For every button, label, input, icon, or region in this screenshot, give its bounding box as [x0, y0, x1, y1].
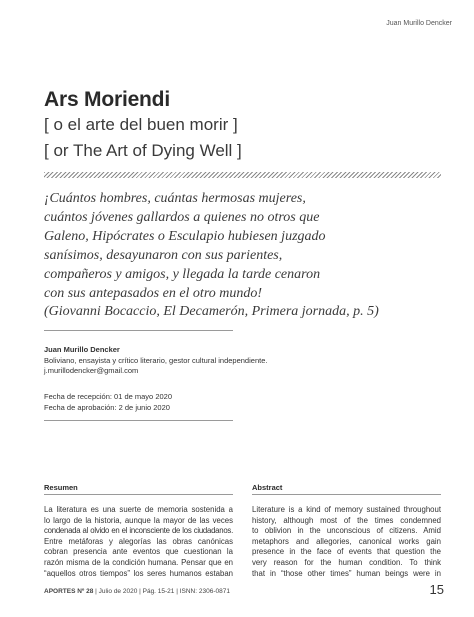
abstract-rule — [252, 494, 441, 495]
epigraph-line: cuántos jóvenes gallardos a quienes no otros que — [44, 209, 320, 225]
epigraph-line: con sus antepasados en el otro mundo! — [44, 285, 263, 301]
abstract-line: presence in the face of events that question the — [252, 547, 441, 557]
resumen-line: “aquellos otros tiempos” los seres humanos estaban — [44, 568, 233, 578]
abstract-text — [252, 505, 441, 579]
footer-details: | Julio de 2020 | Pág. 15-21 | ISNN: 2306-0871 — [93, 588, 230, 595]
epigraph-citation: (Giovanni Bocaccio, El Decamerón, Primera jornada, p. 5) — [44, 304, 379, 320]
divider-rule — [44, 330, 233, 331]
page-footer — [44, 588, 230, 595]
dates-block — [44, 392, 172, 413]
abstract-line: Literature is a kind of memory sustained throughout — [252, 505, 441, 514]
resumen-line: Entre metáforas y alegorías las obras canónicas — [44, 536, 233, 546]
resumen-line: La literatura es una suerte de memoria sostenida a — [44, 505, 233, 514]
divider-rule — [44, 420, 233, 421]
author-block — [44, 345, 267, 377]
abstract-heading: Abstract — [252, 483, 283, 492]
approved-date: Fecha de aprobación: 2 de junio 2020 — [44, 402, 170, 412]
resumen-text — [44, 505, 233, 579]
epigraph-line: compañeros y amigos, y llegada la tarde cenaron — [44, 266, 321, 282]
abstract-line: very reason for the human condition. To think — [252, 557, 441, 567]
resumen-rule — [44, 494, 233, 495]
resumen-heading: Resumen — [44, 483, 78, 492]
author-name: Juan Murillo Dencker — [44, 345, 120, 354]
resumen-line: cobran presencia ante eventos que cuestionan la — [44, 547, 233, 557]
received-date: Fecha de recepción: 01 de mayo 2020 — [44, 392, 173, 401]
abstract-line: history, although most of the times condemned — [252, 515, 441, 525]
abstract-line: that in “those other times” human beings were in — [252, 568, 441, 578]
resumen-line: lo largo de la historia, aunque la mayor de las veces — [44, 515, 233, 525]
abstract-line: metaphors and allegories, canonical works gain — [252, 536, 441, 546]
abstract-line: to oblivion in the unconscious of citizens. Amid — [252, 526, 441, 536]
resumen-line: condenada al olvido en el inconsciente de los ciudadanos. — [44, 526, 233, 536]
epigraph-line: ¡Cuántos hombres, cuántas hermosas mujeres, — [44, 191, 306, 206]
resumen-line: razón misma de la condición humana. Pensar que en — [44, 557, 233, 567]
epigraph-line: Galeno, Hipócrates o Esculapio hubiesen juzgado — [44, 228, 326, 244]
article-title: Ars Moriendi — [44, 88, 170, 111]
page-number: 15 — [429, 582, 444, 597]
running-head: Juan Murillo Dencker — [386, 20, 452, 27]
author-bio: Boliviano, ensayista y crítico literario, gestor cultural independiente. — [44, 355, 268, 365]
epigraph — [44, 190, 444, 322]
subtitle-english: [ or The Art of Dying Well ] — [44, 141, 242, 160]
author-email[interactable]: j.murillodencker@gmail.com — [44, 366, 139, 375]
subtitle-spanish: [ o el arte del buen morir ] — [44, 115, 238, 134]
journal-name: APORTES Nº 28 — [44, 588, 94, 595]
epigraph-line: sanísimos, desayunaron con sus parientes, — [44, 247, 283, 263]
hatched-divider — [44, 172, 441, 178]
